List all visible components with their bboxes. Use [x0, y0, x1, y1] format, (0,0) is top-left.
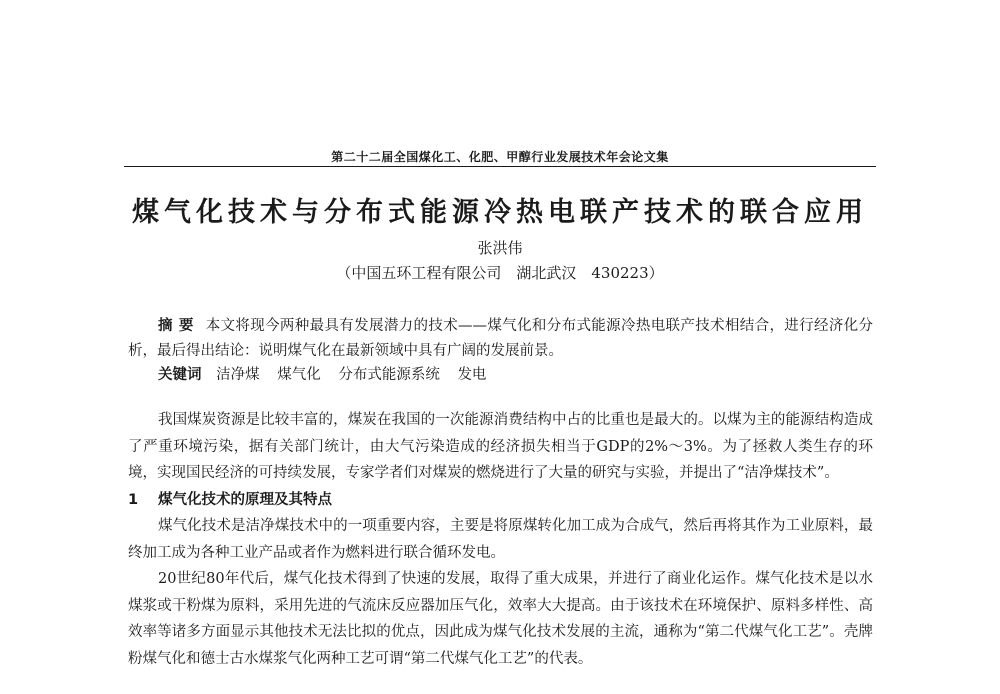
abstract	[128, 313, 873, 364]
keyword-item: 发电	[457, 367, 487, 383]
section-paragraph: 煤气化技术是洁净煤技术中的一项重要内容，主要是将原煤转化加工成为合成气，然后再将其作为工业原料，最终加工成为各种工业产品或者作为燃料进行联合循环发电。	[128, 518, 873, 561]
section-title: 煤气化技术的原理及其特点	[158, 491, 332, 508]
keyword-item: 洁净煤	[216, 367, 260, 383]
abstract-text: 本文将现今两种最具有发展潜力的技术——煤气化和分布式能源冷热电联产技术相结合，进行经济化分析，最后得出结论：说明煤气化在最新领域中具有广阔的发展前景。	[128, 318, 874, 359]
keywords	[158, 362, 873, 388]
section-paragraph: 20世纪80年代后，煤气化技术得到了快速的发展，取得了重大成果，并进行了商业化运作。煤气化技术是以水煤浆或干粉煤为原料，采用先进的气流床反应器加压气化，效率大大提高。由于该技术在环境保护、原料多样性、高效率等诸多方面显示其他技术无法比拟的优点，因此成为煤气化技术发展的主流，通称为“第二代煤气化工艺”。壳牌粉煤气化和德士古水煤浆气化两种工艺可谓“第二代煤气化工艺”的代表。	[128, 571, 873, 667]
author-affiliation: （中国五环工程有限公司 湖北武汉 430223）	[336, 264, 664, 282]
body-text	[128, 407, 873, 672]
keyword-item: 分布式能源系统	[338, 367, 440, 383]
header-rule	[124, 166, 876, 167]
section-number: 1	[128, 491, 139, 508]
section-heading	[128, 487, 873, 514]
keyword-item: 煤气化	[277, 367, 321, 383]
keywords-label: 关键词	[158, 366, 202, 383]
author-name: 张洪伟	[477, 239, 523, 257]
intro-paragraph: 我国煤炭资源是比较丰富的，煤炭在我国的一次能源消费结构中占的比重也是最大的。以煤为主的能源结构造成了严重环境污染，据有关部门统计，由大气污染造成的经济损失相当于GDP的2%～3%。为了拯救人类生存的环境，实现国民经济的可持续发展，专家学者们对煤炭的燃烧进行了大量的研究与实验，并提出了“洁净煤技术”。	[128, 412, 873, 481]
running-header: 第二十二届全国煤化工、化肥、甲醇行业发展技术年会论文集	[331, 150, 669, 164]
paper-title: 煤气化技术与分布式能源冷热电联产技术的联合应用	[132, 197, 868, 228]
abstract-label: 摘要	[158, 317, 200, 334]
